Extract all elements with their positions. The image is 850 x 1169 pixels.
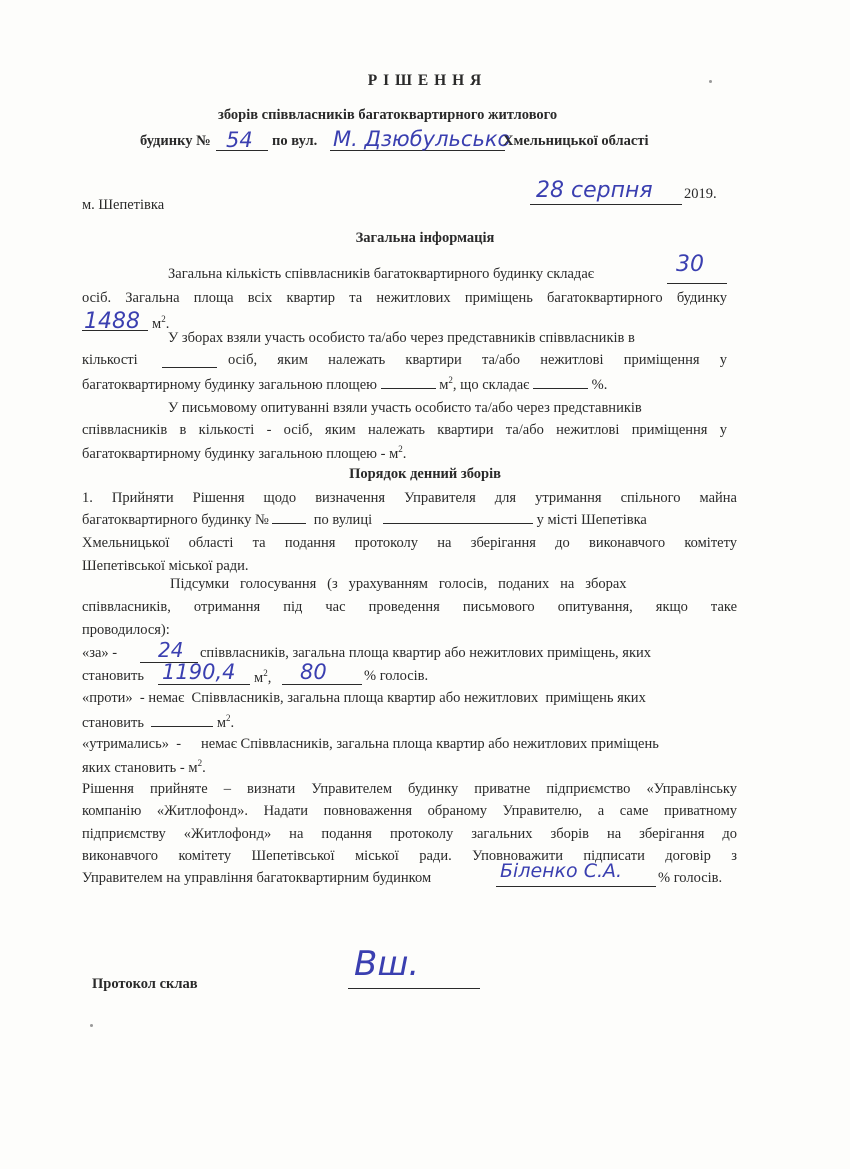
za-area-handwritten: 1190,4 (162, 660, 236, 684)
proty-line1: «проти» - немає Співвласників, загальна площа квартир або нежитлових приміщень яких (82, 690, 646, 706)
scan-speck (709, 80, 712, 83)
results-line2: співвласників, отримання під час проведення письмового опитування, якщо таке (82, 599, 737, 615)
results-line3: проводилося): (82, 622, 170, 638)
region-text: Хмельницької області (503, 133, 649, 149)
p2-count-blank (162, 367, 217, 368)
p1-line1: Загальна кількість співвласників багатоквартирного будинку складає (168, 266, 594, 282)
p2-line3: багатоквартирному будинку загальною площею $м^2$, що складає %. (82, 375, 608, 393)
agenda-item1-line3: Хмельницької області та подання протоколу на зберігання до виконавчого комітету (82, 535, 737, 551)
scan-speck (90, 1024, 93, 1027)
p2-line2b: осіб, яким належать квартири та/або нежитлові приміщення у (228, 352, 727, 368)
utr-line1b: немає Співвласників, загальна площа квартир або нежитлових приміщень (201, 736, 659, 752)
za-percent-underline (282, 684, 362, 685)
p2-line2a: кількості (82, 352, 138, 368)
date-underline (530, 204, 682, 205)
proty-line2: становить $м^2$. (82, 713, 235, 731)
city-text: м. Шепетівка (82, 197, 165, 213)
p3-line1: У письмовому опитуванні взяли участь особисто та/або через представників (168, 400, 642, 416)
date-handwritten: 28 серпня (536, 178, 653, 203)
za-prefix: «за» - (82, 645, 118, 661)
za-unit: $м^2$, (254, 668, 272, 686)
results-line1: Підсумки голосування (з урахуванням голосів, поданих на зборах (170, 576, 627, 592)
document-title: Р І Ш Е Н Н Я (367, 72, 483, 89)
decision-line1: Рішення прийняте – визнати Управителем будинку приватне підприємство «Управлінську (82, 781, 737, 797)
signature-line (348, 988, 480, 989)
za-count-handwritten: 24 (158, 638, 184, 662)
house-number-handwritten: 54 (226, 128, 253, 152)
decision-name-handwritten: Біленко С.А. (500, 860, 623, 882)
decision-line5a: Управителем на управління багатоквартирним будинком (82, 870, 432, 886)
signature-handwritten: Вш. (354, 944, 420, 984)
za-line2a: становить (82, 668, 144, 684)
decision-line2: компанію «Житлофонд». Надати повноваження обраному Управителю, а саме приватному (82, 803, 737, 819)
protocol-label: Протокол склав (92, 976, 198, 992)
za-line2b: % голосів. (364, 668, 429, 684)
general-info-heading: Загальна інформація (355, 230, 495, 246)
utr-line1a: «утримались» - (82, 736, 182, 752)
agenda-item1-line1: 1. Прийняти Рішення щодо визначення Управителя для утримання спільного майна (82, 490, 737, 506)
date-year: 2019. (684, 186, 717, 202)
za-text: співвласників, загальна площа квартир або нежитлових приміщень, яких (200, 645, 652, 661)
decision-line5b: % голосів. (658, 870, 723, 886)
za-area-underline (158, 684, 250, 685)
house-prefix: будинку № (140, 133, 211, 149)
subtitle-line: зборів співвласників багатоквартирного житлового (218, 107, 558, 123)
p3-line3: багатоквартирному будинку загальною площею - $м^2$. (82, 444, 407, 462)
street-prefix: по вул. (272, 133, 318, 149)
utr-line2: яких становить - $м^2$. (82, 758, 206, 776)
agenda-heading: Порядок денний зборів (349, 466, 501, 482)
p2-line1: У зборах взяли участь особисто та/або через представників співвласників в (168, 330, 635, 346)
p1-unit: $м^2$. (152, 314, 170, 332)
decision-line3: підприємству «Житлофонд» на подання протоколу загальних зборів на зберігання до (82, 826, 737, 842)
owners-count-handwritten: 30 (676, 252, 704, 277)
p3-line2: співвласників в кількості - осіб, яким належать квартири та/або нежитлові приміщення у (82, 422, 727, 438)
decision-name-underline (496, 886, 656, 887)
total-area-handwritten: 1488 (84, 309, 140, 334)
agenda-item1-line4: Шепетівської міської ради. (82, 558, 249, 574)
decision-line4: виконавчого комітету Шепетівської міської ради. Уповноважити підписати договір з (82, 848, 737, 864)
owners-count-underline (667, 283, 727, 284)
agenda-item1-line2: багатоквартирного будинку № по вулиці у місті Шепетівка (82, 512, 647, 528)
za-percent-handwritten: 80 (300, 660, 327, 684)
p1-line2: осіб. Загальна площа всіх квартир та нежитлових приміщень багатоквартирного будинку (82, 290, 727, 306)
street-name-handwritten: М. Дзюбульсько (333, 127, 511, 151)
